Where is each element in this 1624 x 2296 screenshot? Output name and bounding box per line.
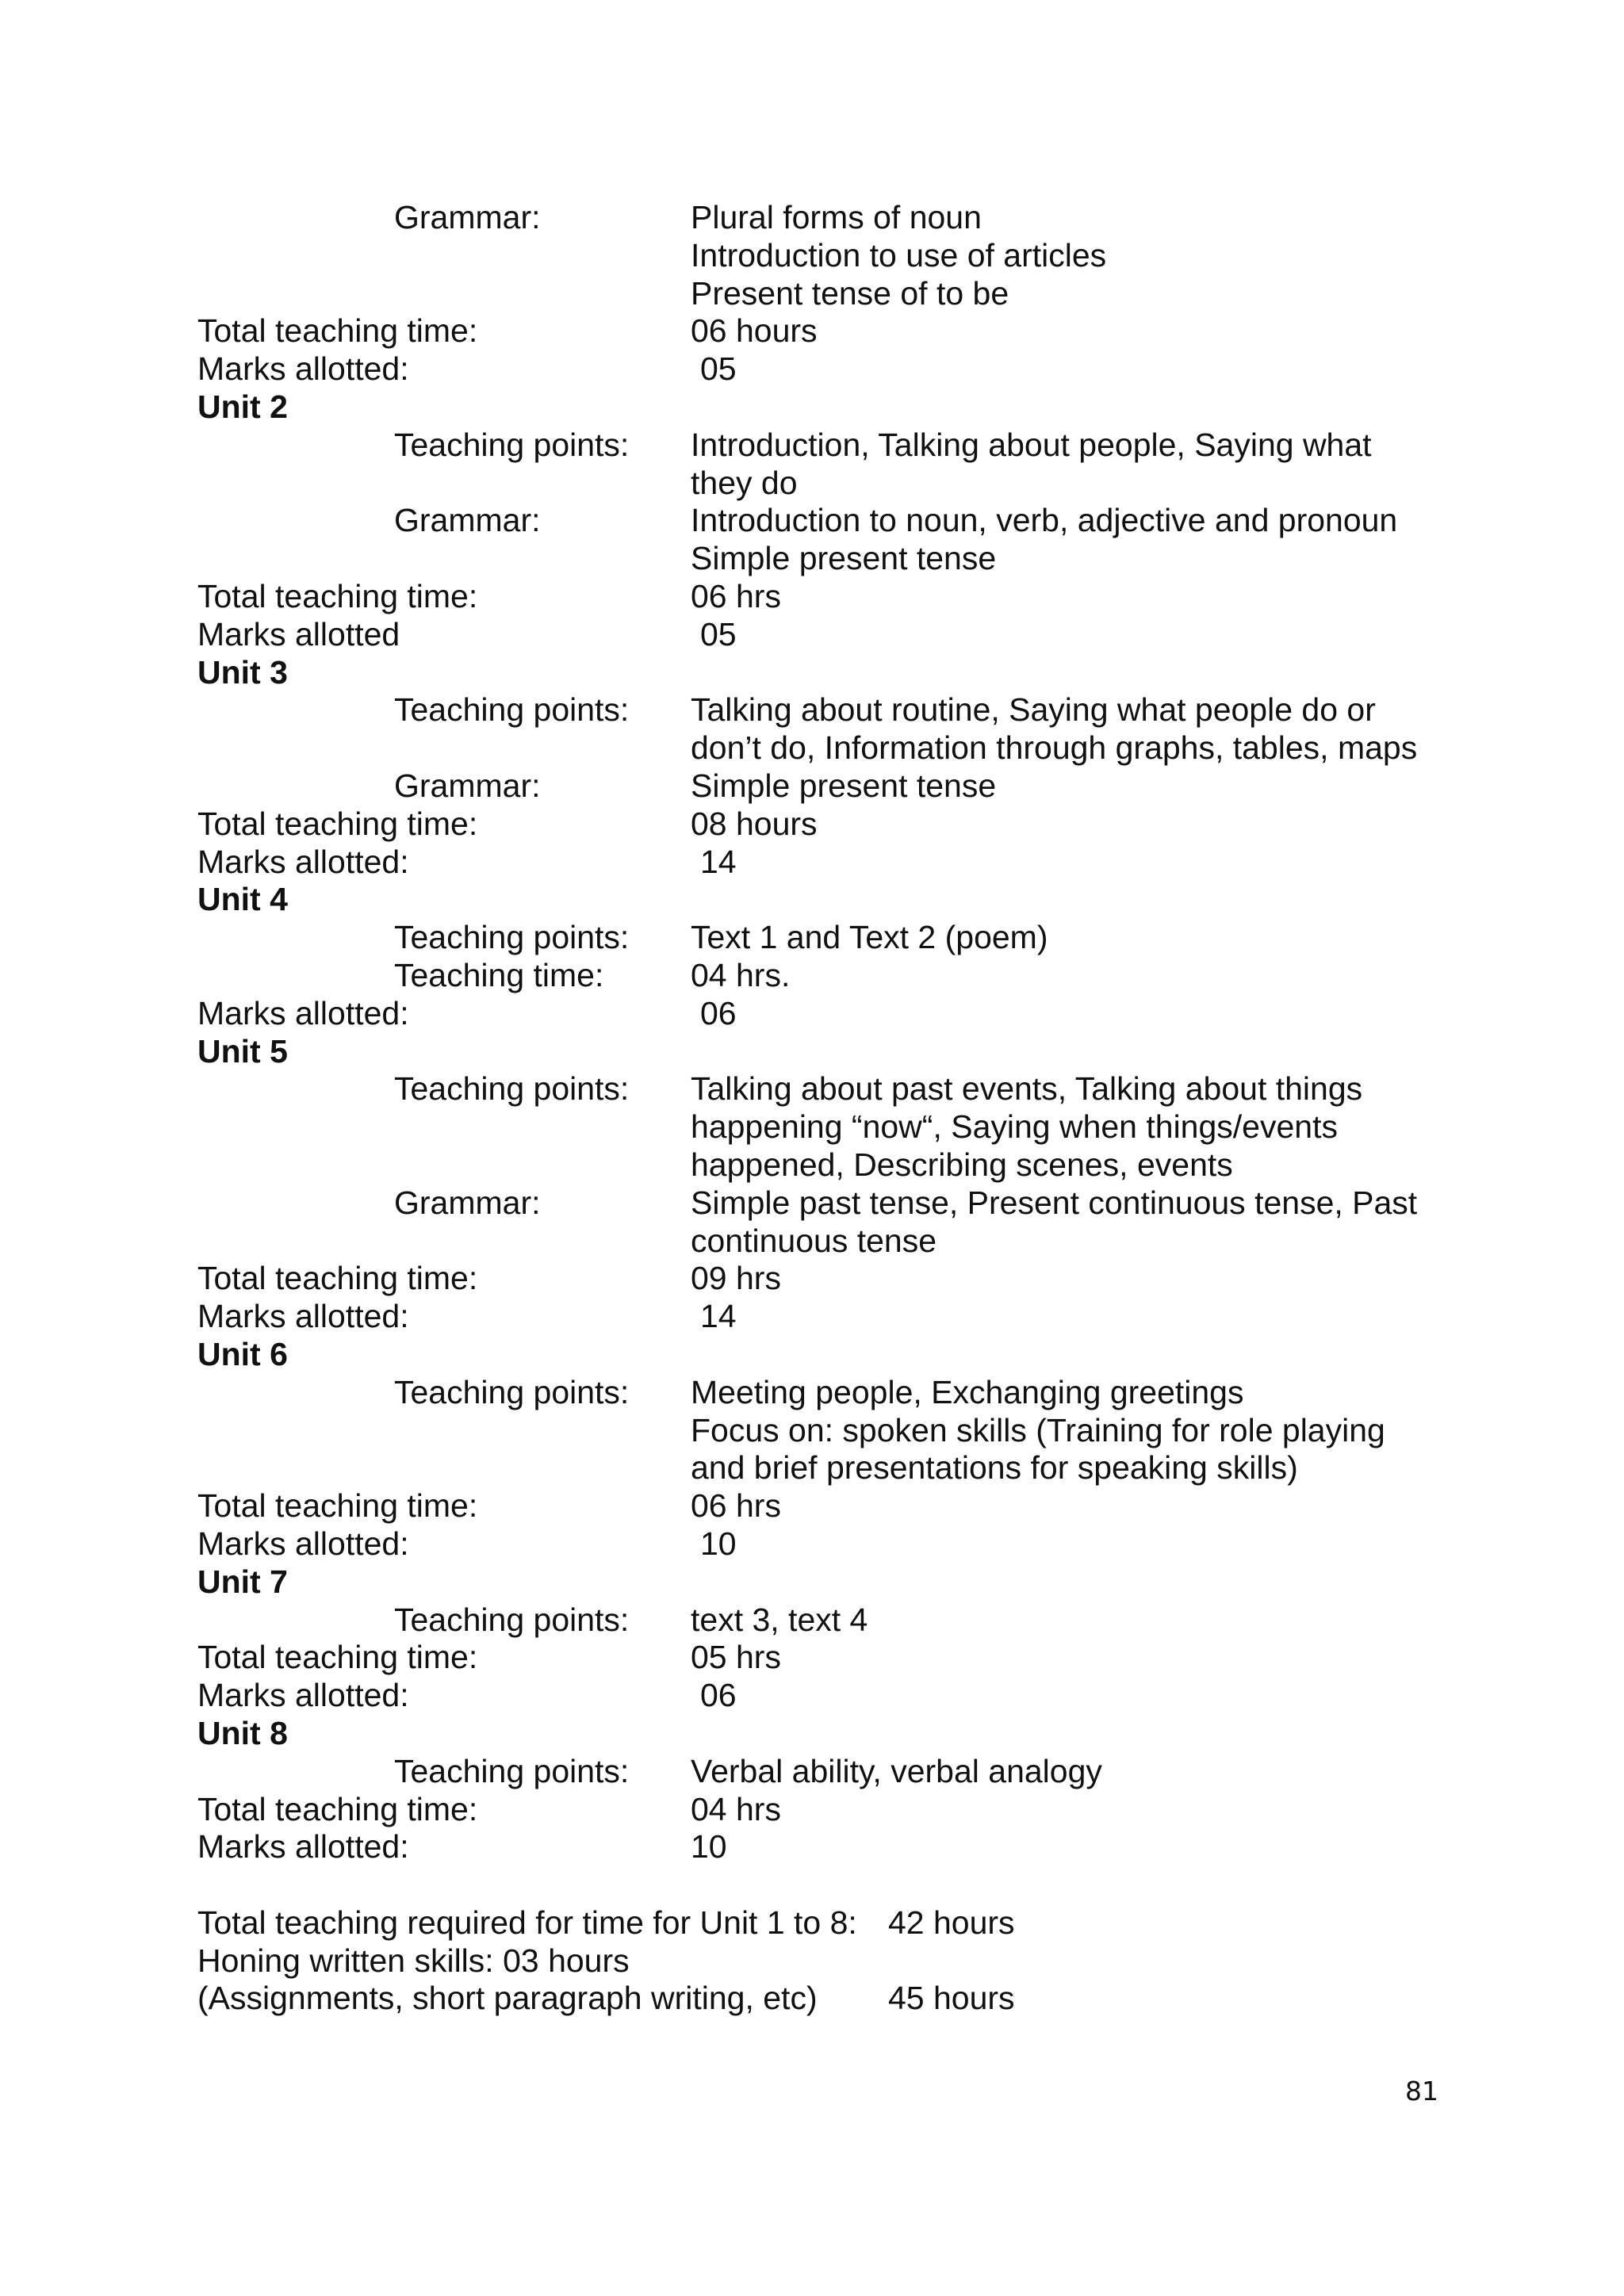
grammar-value: Simple present tense — [691, 540, 997, 576]
teaching-points-value: don’t do, Information through graphs, tables, maps — [691, 729, 1418, 766]
teaching-points-value: Talking about routine, Saying what people do or — [691, 691, 1376, 728]
marks-label: Marks allotted: — [197, 995, 409, 1031]
grammar-value: continuous tense — [691, 1223, 937, 1259]
teaching-time-label: Total teaching time: — [197, 312, 478, 349]
marks-value: 14 — [700, 1298, 737, 1334]
teaching-points-value: Text 1 and Text 2 (poem) — [691, 919, 1048, 955]
grammar-label: Grammar: — [394, 199, 541, 235]
teaching-points-value: Verbal ability, verbal analogy — [691, 1753, 1102, 1789]
unit-heading: Unit 8 — [197, 1715, 288, 1751]
assignments-label: (Assignments, short paragraph writing, etc) — [197, 1980, 818, 2016]
teaching-points-value: Introduction, Talking about people, Saying what — [691, 427, 1372, 463]
marks-label: Marks allotted: — [197, 1828, 409, 1865]
teaching-time-value: 09 hrs — [691, 1260, 781, 1296]
marks-value: 06 — [700, 1677, 737, 1713]
marks-value: 10 — [691, 1828, 727, 1865]
teaching-points-value: happening “now“, Saying when things/events — [691, 1108, 1338, 1145]
teaching-time-value: 06 hrs — [691, 1487, 781, 1524]
grammar-value: Simple past tense, Present continuous tense, Past — [691, 1184, 1418, 1221]
grammar-label: Grammar: — [394, 1184, 541, 1221]
teaching-time-label: Total teaching time: — [197, 578, 478, 614]
unit-heading: Unit 6 — [197, 1336, 288, 1372]
marks-value: 05 — [700, 616, 737, 652]
teaching-points-label: Teaching points: — [394, 1374, 630, 1410]
teaching-time-value: 06 hours — [691, 312, 818, 349]
teaching-points-label: Teaching points: — [394, 427, 630, 463]
marks-value: 10 — [700, 1525, 737, 1562]
unit-heading: Unit 5 — [197, 1033, 288, 1070]
teaching-time-value: 05 hrs — [691, 1639, 781, 1675]
teaching-time-label: Total teaching time: — [197, 1791, 478, 1827]
marks-label: Marks allotted: — [197, 1525, 409, 1562]
grammar-label: Grammar: — [394, 502, 541, 538]
marks-value: 14 — [700, 844, 737, 880]
teaching-points-label: Teaching points: — [394, 1753, 630, 1789]
teaching-points-value: and brief presentations for speaking skills) — [691, 1449, 1298, 1486]
unit-heading: Unit 3 — [197, 654, 288, 691]
unit-heading: Unit 4 — [197, 881, 288, 917]
teaching-time-label: Total teaching time: — [197, 1260, 478, 1296]
teaching-time-label: Total teaching time: — [197, 1487, 478, 1524]
marks-label: Marks allotted: — [197, 1298, 409, 1334]
teaching-time-value: 08 hours — [691, 806, 818, 842]
marks-label: Marks allotted: — [197, 1677, 409, 1713]
marks-label: Marks allotted — [197, 616, 400, 652]
teaching-time-label: Total teaching time: — [197, 806, 478, 842]
marks-value: 05 — [700, 350, 737, 387]
teaching-time-label: Teaching time: — [394, 957, 604, 993]
total-required-label: Total teaching required for time for Unit 1 to 8: — [197, 1904, 857, 1941]
teaching-points-value: Talking about past events, Talking about things — [691, 1070, 1363, 1107]
total-required-value: 42 hours — [888, 1904, 1015, 1941]
grammar-value: Introduction to noun, verb, adjective and pronoun — [691, 502, 1398, 538]
grand-total-value: 45 hours — [888, 1980, 1015, 2016]
page-number: 81 — [1405, 2076, 1438, 2107]
teaching-points-label: Teaching points: — [394, 1070, 630, 1107]
unit-heading: Unit 2 — [197, 388, 288, 425]
teaching-points-value: text 3, text 4 — [691, 1601, 868, 1638]
teaching-time-value: 04 hrs. — [691, 957, 791, 993]
teaching-time-label: Total teaching time: — [197, 1639, 478, 1675]
marks-value: 06 — [700, 995, 737, 1031]
grammar-value: Present tense of to be — [691, 275, 1009, 312]
unit-heading: Unit 7 — [197, 1563, 288, 1600]
grammar-label: Grammar: — [394, 767, 541, 804]
teaching-points-value: they do — [691, 465, 798, 501]
teaching-points-value: Focus on: spoken skills (Training for role playing — [691, 1412, 1385, 1448]
teaching-points-label: Teaching points: — [394, 919, 630, 955]
teaching-points-label: Teaching points: — [394, 1601, 630, 1638]
teaching-points-value: Meeting people, Exchanging greetings — [691, 1374, 1244, 1410]
grammar-value: Simple present tense — [691, 767, 997, 804]
marks-label: Marks allotted: — [197, 844, 409, 880]
honing-skills-label: Honing written skills: 03 hours — [197, 1942, 630, 1979]
teaching-points-label: Teaching points: — [394, 691, 630, 728]
teaching-time-value: 06 hrs — [691, 578, 781, 614]
teaching-time-value: 04 hrs — [691, 1791, 781, 1827]
grammar-value: Introduction to use of articles — [691, 237, 1107, 274]
marks-label: Marks allotted: — [197, 350, 409, 387]
grammar-value: Plural forms of noun — [691, 199, 982, 235]
teaching-points-value: happened, Describing scenes, events — [691, 1146, 1233, 1183]
